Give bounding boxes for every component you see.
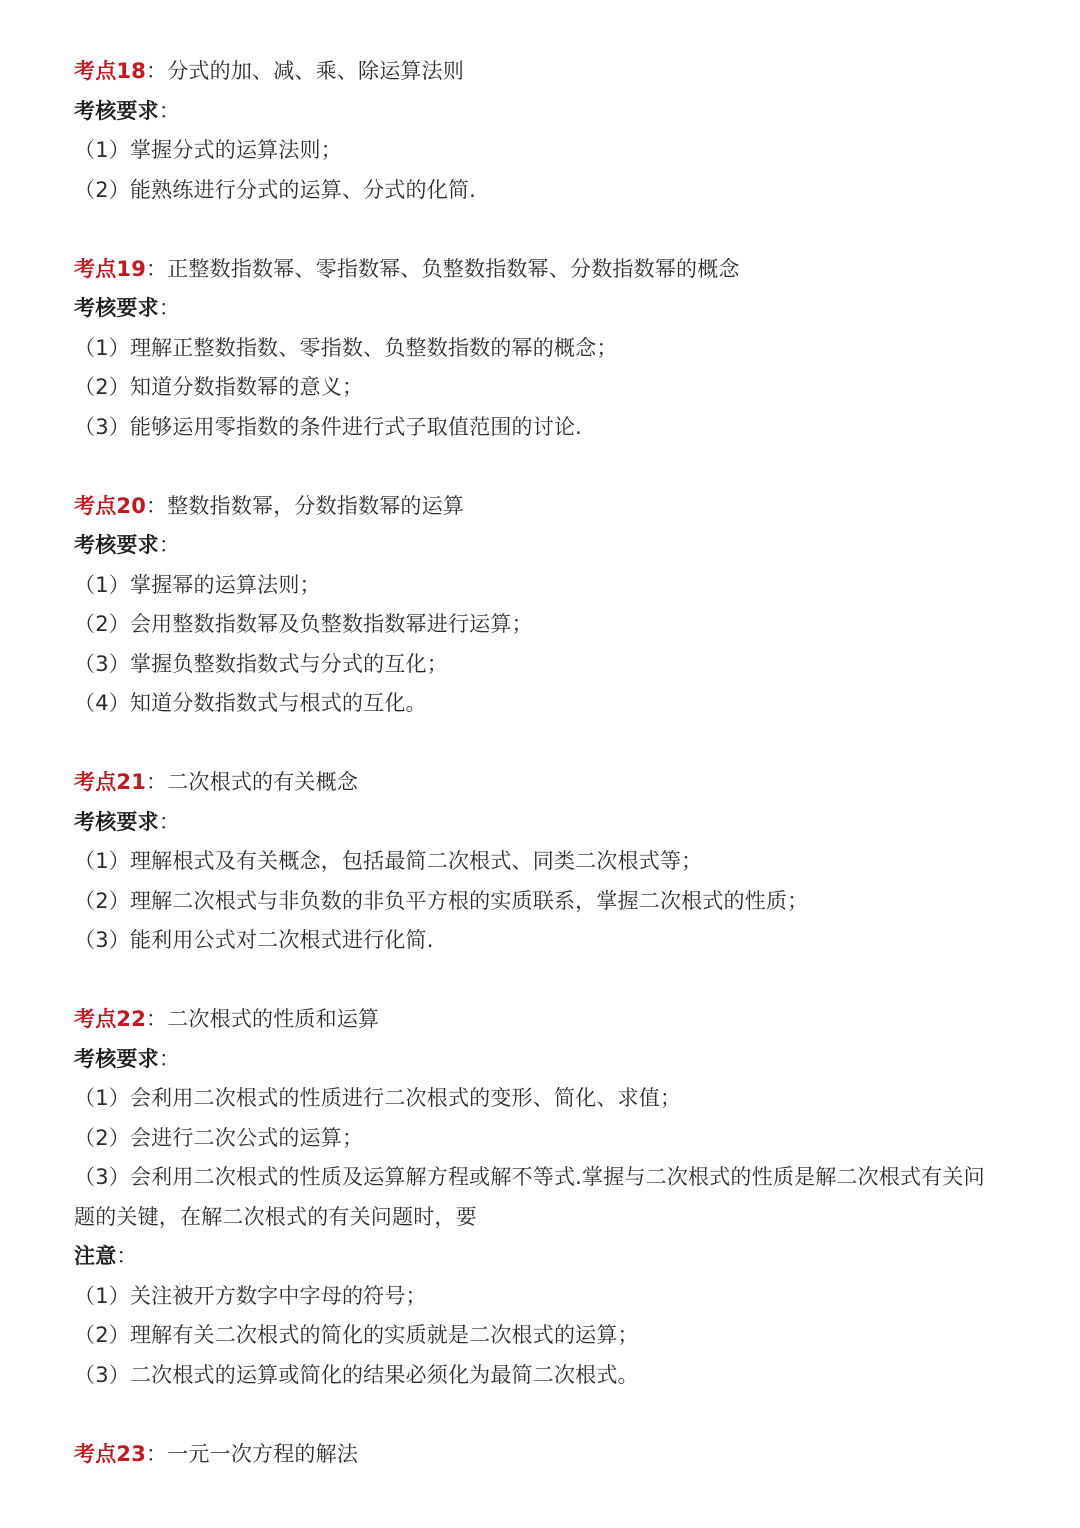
requirements-heading: 考核要求：: [74, 533, 181, 557]
section-label: 考点19: [74, 256, 147, 281]
section-heading: 考点22：二次根式的性质和运算: [74, 1007, 380, 1031]
note-item: （1）关注被开方数字中字母的符号；: [74, 1283, 427, 1308]
list-item: （3）掌握负整数指数式与分式的互化；: [74, 651, 448, 676]
section-kaodian-19: [74, 250, 1004, 448]
note-heading: 注意：: [74, 1244, 138, 1268]
section-kaodian-20: [74, 487, 1004, 724]
section-title: 二次根式的有关概念: [167, 770, 359, 794]
section-heading: 考点20：整数指数幂，分数指数幂的运算: [74, 493, 465, 518]
section-title: 整数指数幂，分数指数幂的运算: [167, 493, 465, 518]
list-item: （3）能够运用零指数的条件进行式子取值范围的讨论.: [74, 414, 583, 439]
list-item: （1）掌握幂的运算法则；: [74, 572, 321, 597]
list-item: （2）能熟练进行分式的运算、分式的化简.: [74, 177, 477, 202]
requirements-heading: 考核要求：: [74, 98, 181, 123]
list-item: （4）知道分数指数式与根式的互化。: [74, 691, 427, 715]
section-heading: 考点18：分式的加、减、乘、除运算法则: [74, 59, 465, 83]
section-kaodian-22: [74, 1000, 1004, 1395]
list-item: （1）理解根式及有关概念，包括最简二次根式、同类二次根式等；: [74, 849, 703, 873]
section-label: 考点21: [74, 770, 147, 794]
list-item: （2）会进行二次公式的运算；: [74, 1125, 364, 1150]
document-page: [74, 52, 1004, 1514]
section-kaodian-23: [74, 1435, 1004, 1475]
section-heading: 考点19：正整数指数幂、零指数幂、负整数指数幂、分数指数幂的概念: [74, 256, 740, 281]
list-item: （1）理解正整数指数、零指数、负整数指数的幂的概念；: [74, 335, 618, 360]
list-item: （2）理解二次根式与非负数的非负平方根的实质联系，掌握二次根式的性质；: [74, 888, 809, 913]
list-item: （1）掌握分式的运算法则；: [74, 138, 342, 162]
list-item: （3）会利用二次根式的性质及运算解方程或解不等式.掌握与二次根式的性质是解二次根式有关问题的关键，在解二次根式的有关问题时，要: [74, 1165, 985, 1229]
requirements-heading: 考核要求：: [74, 1046, 181, 1071]
section-title: 二次根式的性质和运算: [167, 1007, 380, 1031]
requirements-heading: 考核要求：: [74, 296, 181, 320]
list-item: （3）能利用公式对二次根式进行化简.: [74, 928, 434, 952]
section-title: 正整数指数幂、零指数幂、负整数指数幂、分数指数幂的概念: [167, 256, 740, 281]
section-title: 分式的加、减、乘、除运算法则: [167, 59, 465, 83]
list-item: （2）会用整数指数幂及负整数指数幂进行运算；: [74, 612, 533, 636]
section-label: 考点23: [74, 1441, 147, 1466]
section-kaodian-21: [74, 763, 1004, 961]
section-heading: 考点23：一元一次方程的解法: [74, 1441, 359, 1466]
section-heading: 考点21：二次根式的有关概念: [74, 770, 359, 794]
note-item: （3）二次根式的运算或简化的结果必须化为最简二次根式。: [74, 1362, 639, 1387]
list-item: （2）知道分数指数幂的意义；: [74, 375, 364, 399]
section-title: 一元一次方程的解法: [167, 1441, 359, 1466]
section-kaodian-18: [74, 52, 1004, 210]
section-label: 考点20: [74, 493, 147, 518]
list-item: （1）会利用二次根式的性质进行二次根式的变形、简化、求值；: [74, 1086, 682, 1110]
section-label: 考点18: [74, 59, 147, 83]
section-label: 考点22: [74, 1007, 147, 1031]
note-item: （2）理解有关二次根式的简化的实质就是二次根式的运算；: [74, 1323, 639, 1347]
requirements-heading: 考核要求：: [74, 809, 181, 834]
